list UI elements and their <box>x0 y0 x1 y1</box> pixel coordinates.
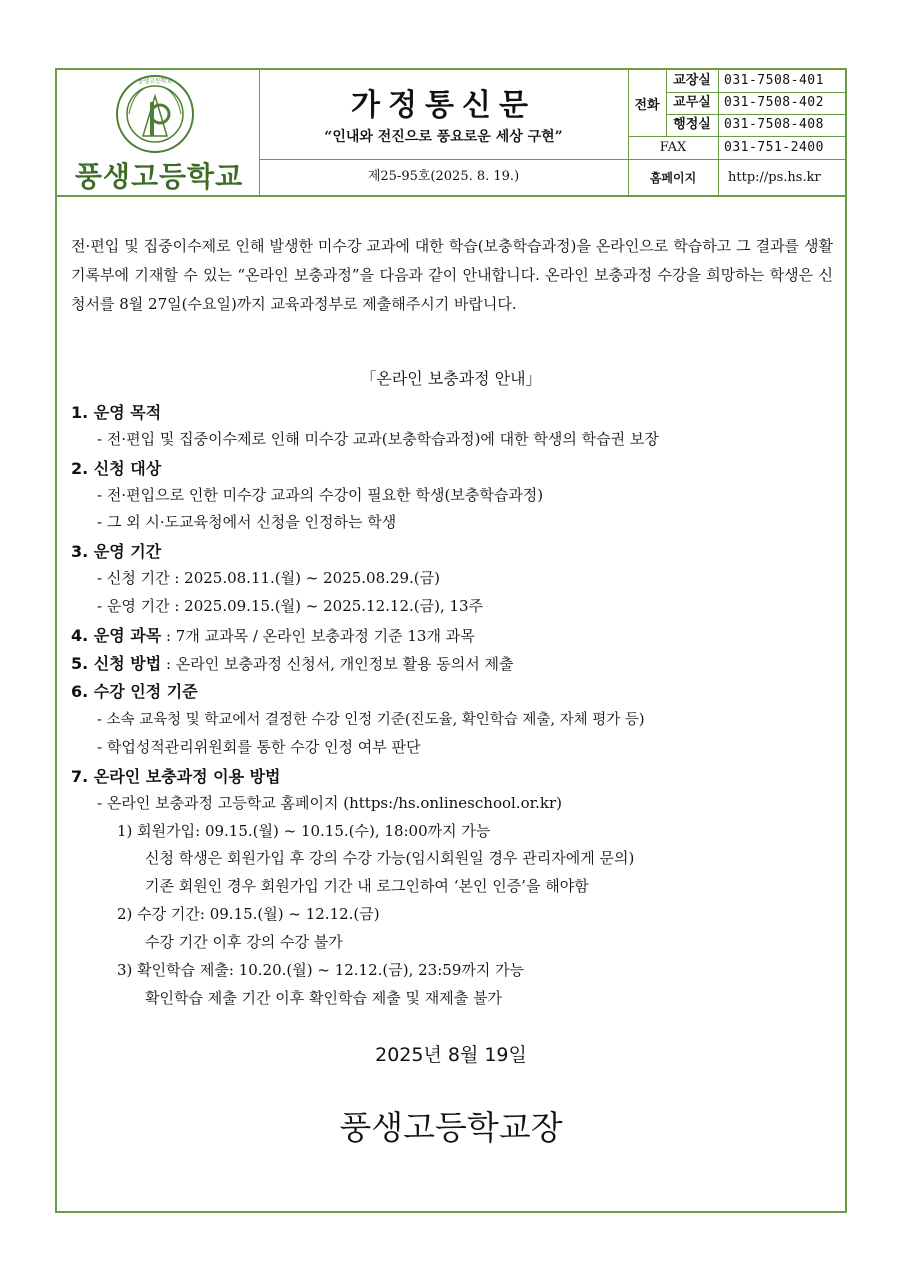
school-emblem-icon <box>115 74 195 154</box>
intro-paragraph: 전·편입 및 집중이수제로 인해 발생한 미수강 교과에 대한 학습(보충학습과정)을 온라인으로 학습하고 그 결과를 생활기록부에 기재할 수 있는 “온라인 보충과정”을 다음과 같이 안내합니다. 온라인 보충과정 수강을 희망하는 학생은 신청서를 8월 27일(수요일)까지 교육과정부로 제출해주시기 바랍니다. <box>71 237 833 313</box>
document-frame <box>55 68 847 1213</box>
homepage-label: 홈페이지 <box>628 160 719 196</box>
contact-phone: 031-7508-402 <box>724 95 824 110</box>
phone-label: 전화 <box>628 70 667 137</box>
section-4-text: : 7개 교과목 / 온라인 보충과정 기준 13개 과목 <box>161 627 475 645</box>
homepage-row <box>628 159 845 196</box>
section-6-heading: 6. 수강 인정 기준 <box>71 682 198 701</box>
section-1-line: - 전·편입 및 집중이수제로 인해 미수강 교과(보충학습과정)에 대한 학생의 학습권 보장 <box>97 430 659 448</box>
section-6-line: - 학업성적관리위원회를 통한 수강 인정 여부 판단 <box>97 738 421 756</box>
contact-label: 교무실 <box>666 92 719 114</box>
contact-table <box>628 70 845 195</box>
section-7-line: 신청 학생은 회원가입 후 강의 수강 가능(임시회원일 경우 관리자에게 문의) <box>145 849 635 867</box>
section-7-line: 3) 확인학습 제출: 10.20.(월) ~ 12.12.(금), 23:59까지 가능 <box>117 961 525 979</box>
logo-cell <box>57 70 260 195</box>
section-7-line: 수강 기간 이후 강의 수강 불가 <box>145 933 343 951</box>
section-5-text: : 온라인 보충과정 신청서, 개인정보 활용 동의서 제출 <box>161 655 514 673</box>
contact-row <box>666 92 845 115</box>
contact-row <box>666 114 845 137</box>
section-7-line: 기존 회원인 경우 회원가입 기간 내 로그인하여 ‘본인 인증’을 해야함 <box>145 877 589 895</box>
principal-signature: 풍생고등학교장 <box>339 1108 563 1147</box>
homepage-url[interactable]: http://ps.hs.kr <box>728 170 821 185</box>
section-3-heading: 3. 운영 기간 <box>71 542 162 561</box>
section-5-row <box>71 651 513 674</box>
section-3-line: - 운영 기간 : 2025.09.15.(월) ~ 2025.12.12.(금), 13주 <box>97 597 484 615</box>
section-5-heading: 5. 신청 방법 <box>71 654 162 673</box>
issue-date: 2025년 8월 19일 <box>375 1044 527 1066</box>
section-4-row <box>71 623 475 646</box>
section-2-line: - 전·편입으로 인한 미수강 교과의 수강이 필요한 학생(보충학습과정) <box>97 486 544 504</box>
school-slogan: “인내와 전진으로 풍요로운 세상 구현” <box>324 129 563 145</box>
section-2-line: - 그 외 시·도교육청에서 신청을 인정하는 학생 <box>97 513 397 531</box>
school-name: 풍생고등학교 <box>74 160 244 193</box>
section-7-line: 1) 회원가입: 09.15.(월) ~ 10.15.(수), 18:00까지 가능 <box>117 822 491 840</box>
section-7-line: 2) 수강 기간: 09.15.(월) ~ 12.12.(금) <box>117 905 380 923</box>
contact-row <box>666 70 845 93</box>
section-3-line: - 신청 기간 : 2025.08.11.(월) ~ 2025.08.29.(금) <box>97 569 440 587</box>
section-7-line: - 온라인 보충과정 고등학교 홈페이지 (https:/hs.onlineschool.or.kr) <box>97 794 563 812</box>
title-cell <box>259 70 629 160</box>
section-7-heading: 7. 온라인 보충과정 이용 방법 <box>71 767 281 786</box>
contact-phone: 031-7508-401 <box>724 73 824 88</box>
fax-row <box>628 137 845 159</box>
section-6-line: - 소속 교육청 및 학교에서 결정한 수강 인정 기준(진도율, 확인학습 제출, 자체 평가 등) <box>97 712 645 728</box>
issue-number: 제25-95호(2025. 8. 19.) <box>259 159 629 195</box>
fax-number: 031-751-2400 <box>724 140 824 155</box>
fax-label: FAX <box>628 137 719 159</box>
letterhead <box>57 70 845 197</box>
contact-label: 교장실 <box>666 70 719 92</box>
emblem-text: 풍생고등학교 <box>137 78 173 85</box>
document-title: 가정통신문 <box>351 88 536 123</box>
section-2-heading: 2. 신청 대상 <box>71 459 162 478</box>
section-4-heading: 4. 운영 과목 <box>71 626 162 645</box>
contact-phone: 031-7508-408 <box>724 117 824 132</box>
section-7-line: 확인학습 제출 기간 이후 확인학습 제출 및 재제출 불가 <box>145 989 502 1007</box>
section-title: 「온라인 보충과정 안내」 <box>360 369 542 388</box>
section-1-heading: 1. 운영 목적 <box>71 403 162 422</box>
contact-label: 행정실 <box>666 114 719 136</box>
